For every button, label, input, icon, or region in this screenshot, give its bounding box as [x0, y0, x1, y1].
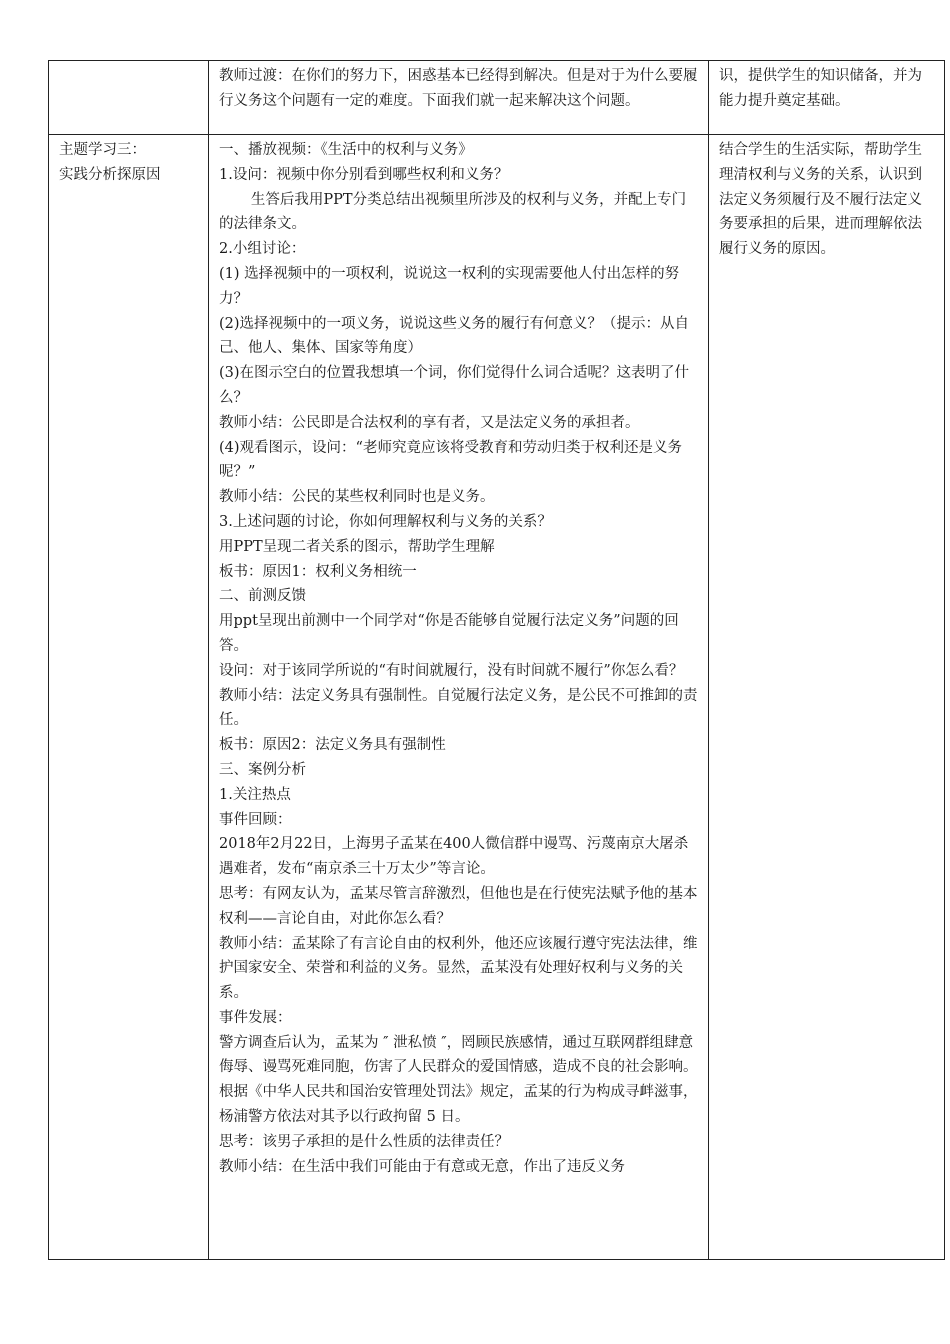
topic-cell — [49, 61, 209, 135]
paragraph: 板书：原因1：权利义务相统一 — [219, 563, 417, 580]
paragraph: (4)观看图示，设问：“老师究竟应该将受教育和劳动归类于权利还是义务呢？” — [219, 439, 682, 481]
paragraph: 生答后我用PPT分类总结出视频里所涉及的权利与义务，并配上专门的法律条文。 — [219, 191, 687, 233]
content-cell — [209, 135, 709, 1260]
paragraph: 思考：该男子承担的是什么性质的法律责任？ — [219, 1133, 509, 1150]
paragraph: 思考：有网友认为，孟某尽管言辞激烈，但他也是在行使宪法赋予他的基本权利——言论自由，对此你怎么看？ — [219, 885, 698, 927]
paragraph: 2.小组讨论： — [219, 241, 306, 258]
paragraph: 用ppt呈现出前测中一个同学对“你是否能够自觉履行法定义务”问题的回答。 — [219, 613, 679, 654]
paragraph: 1.关注热点 — [219, 786, 291, 803]
paragraph: 识，提供学生的知识储备，并为能力提升奠定基础。 — [719, 68, 922, 109]
paragraph: 教师小结：法定义务具有强制性。自觉履行法定义务，是公民不可推卸的责任。 — [219, 687, 698, 729]
section-heading: 一、播放视频：《生活中的权利与义务》 — [219, 142, 473, 158]
paragraph: (1) 选择视频中的一项权利，说说这一权利的实现需要他人付出怎样的努力？ — [219, 265, 680, 307]
section-heading: 二、前测反馈 — [219, 588, 306, 605]
paragraph: 板书：原因2：法定义务具有强制性 — [219, 737, 446, 754]
paragraph: 1.设问：视频中你分别看到哪些权利和义务？ — [219, 166, 509, 183]
paragraph: (3)在图示空白的位置我想填一个词，你们觉得什么词合适呢？这表明了什么？ — [219, 365, 690, 406]
paragraph: 教师小结：公民的某些权利同时也是义务。 — [219, 489, 495, 506]
paragraph: 2018年2月22日，上海男子孟某在400人微信群中谩骂、污蔑南京大屠杀遇难者，发布“南京杀三十万太少”等言论。 — [219, 836, 689, 878]
paragraph: 警方调查后认为，孟某为 ″ 泄私愤 ″，罔顾民族感情，通过互联网群组肆意侮辱、谩骂死难同胞，伤害了人民群众的爱国情感，造成不良的社会影响。根据《中华人民共和国治安管理处罚法》规定，孟某的行为构成寻衅滋事，杨浦警方依法对其予以行政拘留 5 日。 — [219, 1034, 698, 1126]
paragraph: 设问：对于该同学所说的“有时间就履行，没有时间就不履行”你怎么看？ — [219, 662, 684, 679]
section-heading: 三、案例分析 — [219, 761, 306, 778]
paragraph: 事件发展： — [219, 1009, 292, 1026]
intent-cell — [709, 61, 945, 135]
paragraph: 用PPT呈现二者关系的图示，帮助学生理解 — [219, 538, 495, 555]
lesson-plan-table — [48, 60, 945, 1260]
paragraph: (2)选择视频中的一项义务，说说这些义务的履行有何意义？（提示：从自己、他人、集体、国家等角度） — [219, 315, 690, 357]
paragraph: 教师小结：公民即是合法权利的享有者，又是法定义务的承担者。 — [219, 414, 640, 431]
paragraph: 事件回顾： — [219, 811, 292, 828]
topic-subtitle: 实践分析探原因 — [59, 166, 161, 183]
paragraph: 3.上述问题的讨论，你如何理解权利与义务的关系？ — [219, 513, 552, 530]
paragraph: 教师过渡：在你们的努力下，困惑基本已经得到解决。但是对于为什么要履行义务这个问题有一定的难度。下面我们就一起来解决这个问题。 — [219, 68, 698, 109]
content-cell — [209, 61, 709, 135]
paragraph: 教师小结：孟某除了有言论自由的权利外，他还应该履行遵守宪法法律，维护国家安全、荣誉和利益的义务。显然，孟某没有处理好权利与义务的关系。 — [219, 935, 698, 1002]
table-row — [49, 61, 945, 135]
paragraph: 结合学生的生活实际，帮助学生理清权利与义务的关系，认识到法定义务须履行及不履行法定义务要承担的后果，进而理解依法履行义务的原因。 — [719, 142, 922, 258]
topic-cell — [49, 135, 209, 1260]
topic-title: 主题学习三： — [59, 142, 146, 158]
intent-cell — [709, 135, 945, 1260]
table-row — [49, 135, 945, 1260]
paragraph: 教师小结：在生活中我们可能由于有意或无意，作出了违反义务 — [219, 1158, 625, 1175]
